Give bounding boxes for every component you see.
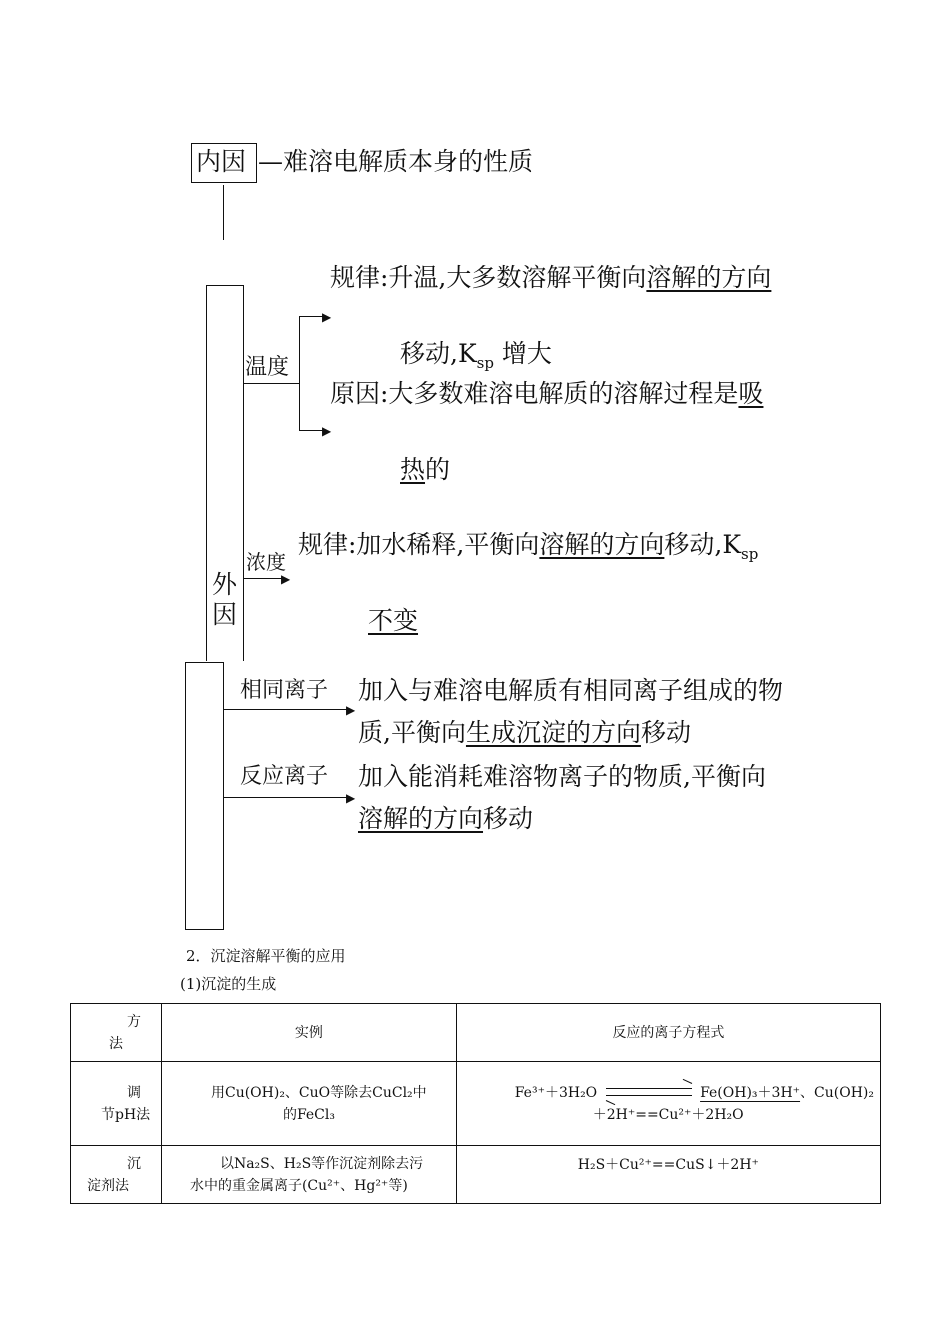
nongdu-rule-underlined-2: 不变 xyxy=(368,606,419,635)
row2-equation: H₂S＋Cu²⁺==CuS↓＋2H⁺ xyxy=(456,1146,880,1204)
row1-equation-line1 xyxy=(515,1082,874,1104)
neiyin-connector xyxy=(223,185,224,240)
ksp-sub: sp xyxy=(741,545,759,563)
row2-example xyxy=(161,1146,456,1204)
header-method xyxy=(71,1004,162,1062)
wendu-reason-underlined: 吸 xyxy=(738,379,764,408)
section-heading: 2．沉淀溶解平衡的应用 xyxy=(186,947,346,965)
wendu-brace xyxy=(299,316,300,430)
xiangtong-arrow xyxy=(224,709,350,710)
row1-eq-right: Fe(OH)₃＋3H⁺ xyxy=(700,1084,801,1101)
row1-example xyxy=(161,1062,456,1146)
xiangtong-end: 移动 xyxy=(640,718,691,747)
waiyin-label xyxy=(212,570,242,630)
wendu-rule-text: 规律:升温,大多数溶解平衡向 xyxy=(330,263,647,292)
row1-method-line2: 节pH法 xyxy=(101,1106,151,1123)
header-equation: 反应的离子方程式 xyxy=(456,1004,880,1062)
nongdu-label: 浓度 xyxy=(246,550,286,574)
ksp-sub: sp xyxy=(476,354,494,372)
nongdu-rule-underlined: 溶解的方向 xyxy=(539,530,665,559)
waiyin-text: 外因 xyxy=(212,570,238,629)
nongdu-arrow xyxy=(244,578,284,579)
ion-box xyxy=(185,662,224,930)
row2-method xyxy=(71,1146,162,1204)
wendu-rule-line2 xyxy=(400,339,552,378)
wendu-label: 温度 xyxy=(245,355,290,380)
xiangtong-label: 相同离子 xyxy=(240,678,329,703)
row1-eq-tail: 、Cu(OH)₂ xyxy=(800,1084,874,1101)
equilibrium-arrow-icon xyxy=(606,1086,692,1100)
fanying-arrow xyxy=(224,797,350,798)
arrow-head-icon: ▶ xyxy=(322,424,332,438)
section-subheading: (1)沉淀的生成 xyxy=(180,975,277,993)
arrow-head-icon: ▶ xyxy=(322,310,332,324)
fanying-line1: 加入能消耗难溶物离子的物质,平衡向 xyxy=(358,762,766,791)
row1-example-line1: 用Cu(OH)₂、CuO等除去CuCl₂中 xyxy=(210,1084,427,1101)
nongdu-rule-text: 规律:加水稀释,平衡向 xyxy=(298,530,540,559)
table-row xyxy=(71,1062,881,1146)
header-example: 实例 xyxy=(161,1004,456,1062)
xiangtong-text: 质,平衡向 xyxy=(358,718,466,747)
wendu-reason-underlined-2: 热 xyxy=(400,455,426,484)
row1-method-line1: 调 xyxy=(126,1084,141,1101)
precipitation-table xyxy=(70,1003,881,1204)
row2-example-line1: 以Na₂S、H₂S等作沉淀剂除去污 xyxy=(219,1155,424,1172)
wendu-reason-line1 xyxy=(330,379,763,409)
xiangtong-underlined: 生成沉淀的方向 xyxy=(465,718,641,747)
header-method-line1: 方 xyxy=(126,1013,141,1030)
table-header-row xyxy=(71,1004,881,1062)
wendu-rule-underlined: 溶解的方向 xyxy=(646,263,772,292)
neiyin-label: 内因 xyxy=(196,147,247,176)
table-row xyxy=(71,1146,881,1204)
wendu-rule-line1 xyxy=(330,263,771,293)
arrow-head-icon: ▶ xyxy=(346,703,356,717)
wendu-rule-ksp: 移动,K xyxy=(400,339,477,368)
neiyin-text: —难溶电解质本身的性质 xyxy=(258,147,534,176)
row2-example-line2: 水中的重金属离子(Cu²⁺、Hg²⁺等) xyxy=(189,1177,408,1194)
fanying-end: 移动 xyxy=(483,804,534,833)
wendu-reason-end: 的 xyxy=(425,455,451,484)
arrow-head-icon: ▶ xyxy=(281,572,291,586)
xiangtong-line2 xyxy=(358,718,691,748)
row1-method xyxy=(71,1062,162,1146)
nongdu-rule-ksp: 移动,K xyxy=(664,530,742,559)
row1-equation-line2: ＋2H⁺==Cu²⁺＋2H₂O xyxy=(592,1106,744,1123)
row2-method-line1: 沉 xyxy=(126,1155,141,1172)
xiangtong-line1: 加入与难溶电解质有相同离子组成的物 xyxy=(358,676,784,705)
fanying-line2 xyxy=(358,804,533,834)
wendu-rule-end: 增大 xyxy=(493,339,552,368)
fanying-underlined: 溶解的方向 xyxy=(358,804,484,833)
wendu-reason-line2 xyxy=(400,455,450,485)
nongdu-rule-line1 xyxy=(298,530,758,569)
row1-eq-left: Fe³⁺＋3H₂O xyxy=(514,1084,598,1101)
row1-example-line2: 的FeCl₃ xyxy=(282,1106,335,1123)
header-method-line2: 法 xyxy=(109,1035,123,1052)
wendu-reason-text: 原因:大多数难溶电解质的溶解过程是 xyxy=(330,379,739,408)
fanying-label: 反应离子 xyxy=(240,764,329,789)
wendu-underline xyxy=(244,383,299,384)
row2-method-line2: 淀剂法 xyxy=(87,1177,129,1194)
nongdu-rule-line2 xyxy=(368,606,418,636)
row1-equation xyxy=(456,1062,880,1146)
arrow-head-icon: ▶ xyxy=(346,791,356,805)
